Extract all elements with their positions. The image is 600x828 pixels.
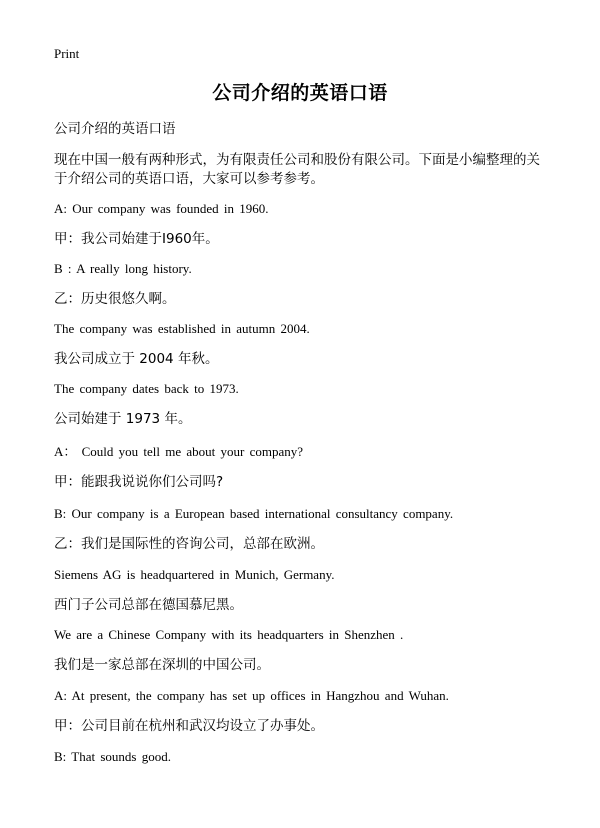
dialogue-line-chinese: 乙：我们是国际性的咨询公司，总部在欧洲。 xyxy=(54,536,324,552)
print-label: Print xyxy=(54,46,80,61)
dialogue-line-english: The company was established in autumn 2004. xyxy=(54,321,310,336)
dialogue-line-english: B: Our company is a European based international consultancy company. xyxy=(54,506,454,521)
dialogue-line-english: We are a Chinese Company with its headquarters in Shenzhen . xyxy=(54,627,404,642)
dialogue-line-english: The company dates back to 1973. xyxy=(54,381,239,396)
dialogue-line-chinese: 甲：我公司始建于I960年。 xyxy=(54,231,219,247)
dialogue-line-english: B: That sounds good. xyxy=(54,749,171,764)
dialogue-line-chinese: 公司始建于 1973 年。 xyxy=(54,411,192,427)
dialogue-line-english: A: At present, the company has set up offices in Hangzhou and Wuhan. xyxy=(54,688,449,703)
page-title: 公司介绍的英语口语 xyxy=(212,82,388,104)
dialogue-line-chinese: 甲：能跟我说说你们公司吗? xyxy=(54,474,224,490)
dialogue-line-chinese: 我公司成立于 2004 年秋。 xyxy=(54,351,219,367)
dialogue-line-english: A： Could you tell me about your company? xyxy=(54,444,304,459)
article-subtitle: 公司介绍的英语口语 xyxy=(54,121,176,137)
dialogue-line-english: B : A really long history. xyxy=(54,261,192,276)
intro-paragraph xyxy=(54,151,554,189)
dialogue-line-chinese: 甲：公司目前在杭州和武汉均设立了办事处。 xyxy=(54,718,324,734)
intro-line: 现在中国一般有两种形式，为有限责任公司和股份有限公司。下面是小编整理的关 xyxy=(54,152,540,168)
dialogue-line-chinese: 乙：历史很悠久啊。 xyxy=(54,291,176,307)
dialogue-line-chinese: 我们是一家总部在深圳的中国公司。 xyxy=(54,657,270,673)
intro-line: 于介绍公司的英语口语，大家可以参考参考。 xyxy=(54,171,324,187)
dialogue-line-english: A: Our company was founded in 1960. xyxy=(54,201,269,216)
dialogue-line-english: Siemens AG is headquartered in Munich, Germany. xyxy=(54,567,335,582)
dialogue-line-chinese: 西门子公司总部在德国慕尼黑。 xyxy=(54,597,243,613)
